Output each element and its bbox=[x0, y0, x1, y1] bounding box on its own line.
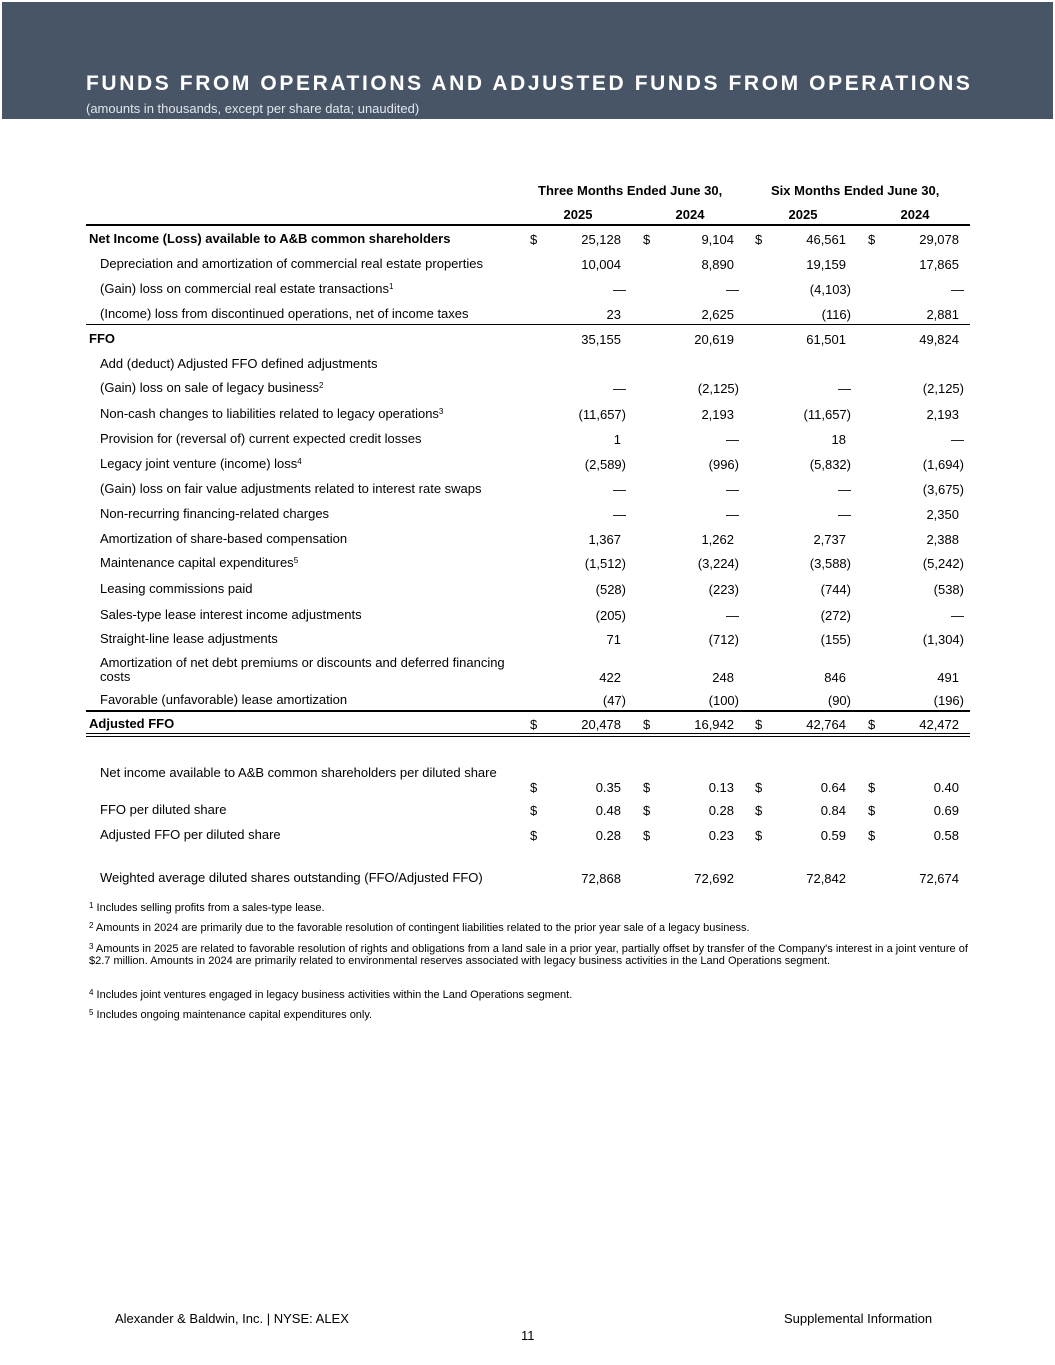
cell-value: 0.69 bbox=[933, 803, 959, 818]
cell-value: 0.48 bbox=[595, 803, 621, 818]
row-label-text: Non-recurring financing-related charges bbox=[100, 506, 330, 521]
row-label-text: FFO bbox=[89, 331, 115, 346]
cell-value: — bbox=[951, 282, 964, 297]
cell-value: — bbox=[726, 608, 739, 623]
cell-value: 0.28 bbox=[595, 828, 621, 843]
cell-value: (11,657) bbox=[578, 407, 626, 422]
cell-value: 71 bbox=[606, 632, 621, 647]
footer-company: Alexander & Baldwin, Inc. | NYSE: ALEX bbox=[115, 1311, 349, 1326]
cell-value: 2,737 bbox=[813, 532, 846, 547]
cell-value: (272) bbox=[820, 608, 851, 623]
year-header: 2025 bbox=[563, 207, 593, 222]
currency-symbol: $ bbox=[868, 232, 876, 247]
cell-value: (712) bbox=[708, 632, 739, 647]
currency-symbol: $ bbox=[755, 828, 763, 843]
row-label-text: Net Income (Loss) available to A&B common shareholders bbox=[89, 231, 451, 246]
row-label bbox=[89, 332, 509, 346]
cell-value: 19,159 bbox=[806, 257, 846, 272]
cell-value: (2,125) bbox=[697, 381, 739, 396]
row-label-text: Add (deduct) Adjusted FFO defined adjustments bbox=[100, 356, 378, 371]
cell-value: 72,842 bbox=[806, 871, 846, 886]
footnote-number: 1 bbox=[89, 901, 94, 910]
cell-value: (3,224) bbox=[697, 556, 739, 571]
row-label bbox=[100, 381, 520, 395]
currency-symbol: $ bbox=[755, 232, 763, 247]
cell-value: (100) bbox=[708, 693, 739, 708]
cell-value: 2,193 bbox=[926, 407, 959, 422]
currency-symbol: $ bbox=[755, 717, 763, 732]
footnote-text: Amounts in 2025 are related to favorable resolution of rights and obligations from a land sale in a prior year, partially offset by transfer of the Company's interest in a joint venture of $2.7 million. Amounts in 2024 are primarily related to environmental reserves associated with legacy business activities in the Land Operations segment. bbox=[89, 943, 968, 967]
row-label-text: Non-cash changes to liabilities related to legacy operations bbox=[100, 406, 439, 421]
cell-value: 0.40 bbox=[933, 780, 959, 795]
row-label-text: Legacy joint venture (income) loss bbox=[100, 456, 298, 471]
footnote bbox=[89, 989, 969, 1001]
cell-value: 1 bbox=[613, 432, 621, 447]
cell-value: 0.84 bbox=[820, 803, 846, 818]
year-header: 2025 bbox=[788, 207, 818, 222]
footnote-text: Includes ongoing maintenance capital expenditures only. bbox=[96, 1009, 373, 1021]
row-label-text: Leasing commissions paid bbox=[100, 581, 253, 596]
cell-value: — bbox=[951, 432, 964, 447]
page-title: FUNDS FROM OPERATIONS AND ADJUSTED FUNDS FROM OPERATIONS bbox=[86, 72, 973, 95]
cell-value: 2,193 bbox=[701, 407, 734, 422]
currency-symbol: $ bbox=[643, 780, 651, 795]
row-label-text: Maintenance capital expenditures bbox=[100, 555, 294, 570]
cell-value: 846 bbox=[824, 670, 846, 685]
period-header-six-months: Six Months Ended June 30, bbox=[771, 183, 940, 198]
cell-value: 72,868 bbox=[581, 871, 621, 886]
row-label bbox=[100, 556, 520, 570]
footnote-text: Includes selling profits from a sales-type lease. bbox=[96, 902, 325, 914]
cell-value: (3,588) bbox=[809, 556, 851, 571]
cell-value: (2,125) bbox=[922, 381, 964, 396]
currency-symbol: $ bbox=[530, 780, 538, 795]
cell-value: (2,589) bbox=[584, 457, 626, 472]
cell-value: 0.64 bbox=[820, 780, 846, 795]
cell-value: 20,478 bbox=[581, 717, 621, 732]
cell-value: — bbox=[726, 507, 739, 522]
cell-value: 46,561 bbox=[806, 232, 846, 247]
row-label-text: Weighted average diluted shares outstanding (FFO/Adjusted FFO) bbox=[100, 870, 483, 885]
cell-value: 2,625 bbox=[701, 307, 734, 322]
row-label bbox=[100, 582, 520, 596]
cell-value: 0.23 bbox=[708, 828, 734, 843]
row-label-text: Amortization of net debt premiums or discounts and deferred financing costs bbox=[100, 655, 505, 684]
cell-value: 72,674 bbox=[919, 871, 959, 886]
cell-value: 0.13 bbox=[708, 780, 734, 795]
cell-value: — bbox=[838, 482, 851, 497]
footnote-ref: 5 bbox=[293, 556, 299, 565]
cell-value: — bbox=[613, 482, 626, 497]
cell-value: 18 bbox=[831, 432, 846, 447]
period-header-three-months: Three Months Ended June 30, bbox=[538, 183, 723, 198]
footer-section: Supplemental Information bbox=[784, 1311, 933, 1326]
year-header: 2024 bbox=[675, 207, 705, 222]
cell-value: 0.28 bbox=[708, 803, 734, 818]
cell-value: 248 bbox=[712, 670, 734, 685]
currency-symbol: $ bbox=[643, 717, 651, 732]
divider-above-ffo bbox=[86, 324, 970, 325]
cell-value: 8,890 bbox=[701, 257, 734, 272]
cell-value: (3,675) bbox=[922, 482, 964, 497]
row-label-text: (Income) loss from discontinued operations, net of income taxes bbox=[100, 306, 469, 321]
cell-value: (528) bbox=[595, 582, 626, 597]
cell-value: 42,472 bbox=[919, 717, 959, 732]
page-header bbox=[2, 2, 1053, 119]
currency-symbol: $ bbox=[643, 232, 651, 247]
currency-symbol: $ bbox=[530, 717, 538, 732]
row-label bbox=[100, 532, 520, 546]
cell-value: — bbox=[613, 381, 626, 396]
cell-value: (4,103) bbox=[809, 282, 851, 297]
cell-value: (538) bbox=[933, 582, 964, 597]
row-label-text: Provision for (reversal of) current expected credit losses bbox=[100, 431, 422, 446]
currency-symbol: $ bbox=[868, 780, 876, 795]
cell-value: (1,304) bbox=[922, 632, 964, 647]
row-label bbox=[89, 717, 509, 731]
currency-symbol: $ bbox=[643, 828, 651, 843]
footnote bbox=[89, 902, 969, 914]
cell-value: 0.59 bbox=[820, 828, 846, 843]
cell-value: 491 bbox=[937, 670, 959, 685]
cell-value: — bbox=[613, 507, 626, 522]
row-label bbox=[100, 457, 520, 471]
divider-above-adjusted-ffo bbox=[86, 710, 970, 712]
currency-symbol: $ bbox=[868, 717, 876, 732]
cell-value: 422 bbox=[599, 670, 621, 685]
cell-value: (744) bbox=[820, 582, 851, 597]
cell-value: (11,657) bbox=[803, 407, 851, 422]
footnote-ref: 3 bbox=[438, 407, 444, 416]
page-number: 11 bbox=[521, 1328, 535, 1343]
row-label bbox=[100, 632, 520, 646]
cell-value: 10,004 bbox=[581, 257, 621, 272]
row-label-text: FFO per diluted share bbox=[100, 802, 227, 817]
currency-symbol: $ bbox=[530, 828, 538, 843]
footnote-ref: 4 bbox=[297, 457, 302, 466]
row-label-text: Depreciation and amortization of commercial real estate properties bbox=[100, 256, 483, 271]
cell-value: (5,832) bbox=[809, 457, 851, 472]
row-label bbox=[100, 257, 520, 271]
cell-value: (223) bbox=[708, 582, 739, 597]
row-label-text: Net income available to A&B common shareholders per diluted share bbox=[100, 765, 497, 780]
cell-value: 1,367 bbox=[588, 532, 621, 547]
row-label-text: Favorable (unfavorable) lease amortization bbox=[100, 692, 348, 707]
cell-value: — bbox=[838, 507, 851, 522]
footnote-number: 2 bbox=[89, 921, 94, 930]
row-label-text: (Gain) loss on commercial real estate transactions bbox=[100, 281, 390, 296]
cell-value: 42,764 bbox=[806, 717, 846, 732]
footnote-number: 5 bbox=[89, 1008, 94, 1017]
cell-value: 29,078 bbox=[919, 232, 959, 247]
cell-value: (1,694) bbox=[922, 457, 964, 472]
footnote-number: 4 bbox=[89, 988, 94, 997]
row-label bbox=[100, 608, 520, 622]
cell-value: 49,824 bbox=[919, 332, 959, 347]
cell-value: 0.58 bbox=[933, 828, 959, 843]
cell-value: — bbox=[613, 282, 626, 297]
cell-value: (90) bbox=[827, 693, 851, 708]
cell-value: (155) bbox=[820, 632, 851, 647]
footnote bbox=[89, 1009, 969, 1021]
currency-symbol: $ bbox=[755, 803, 763, 818]
double-rule-bottom bbox=[86, 736, 970, 737]
row-label-text: Straight-line lease adjustments bbox=[100, 631, 278, 646]
currency-symbol: $ bbox=[643, 803, 651, 818]
header-rule bbox=[86, 224, 970, 226]
footnote bbox=[89, 943, 969, 967]
cell-value: (1,512) bbox=[584, 556, 626, 571]
cell-value: — bbox=[726, 282, 739, 297]
currency-symbol: $ bbox=[755, 780, 763, 795]
row-label bbox=[100, 307, 520, 321]
cell-value: 72,692 bbox=[694, 871, 734, 886]
cell-value: 17,865 bbox=[919, 257, 959, 272]
row-label bbox=[100, 432, 520, 446]
cell-value: — bbox=[838, 381, 851, 396]
cell-value: (5,242) bbox=[922, 556, 964, 571]
cell-value: 16,942 bbox=[694, 717, 734, 732]
cell-value: 2,350 bbox=[926, 507, 959, 522]
cell-value: 20,619 bbox=[694, 332, 734, 347]
year-header: 2024 bbox=[900, 207, 930, 222]
currency-symbol: $ bbox=[530, 803, 538, 818]
cell-value: (116) bbox=[821, 307, 851, 322]
footnote-ref: 1 bbox=[389, 282, 394, 291]
cell-value: — bbox=[726, 432, 739, 447]
page-subtitle: (amounts in thousands, except per share data; unaudited) bbox=[86, 101, 420, 116]
cell-value: 61,501 bbox=[806, 332, 846, 347]
row-label-text: (Gain) loss on sale of legacy business bbox=[100, 380, 319, 395]
row-label bbox=[100, 482, 520, 496]
cell-value: 23 bbox=[606, 307, 621, 322]
row-label bbox=[100, 507, 520, 521]
cell-value: 2,881 bbox=[926, 307, 959, 322]
row-label-text: (Gain) loss on fair value adjustments related to interest rate swaps bbox=[100, 481, 482, 496]
cell-value: (996) bbox=[708, 457, 739, 472]
row-label bbox=[100, 828, 520, 842]
row-label-text: Sales-type lease interest income adjustments bbox=[100, 607, 362, 622]
currency-symbol: $ bbox=[868, 803, 876, 818]
cell-value: — bbox=[726, 482, 739, 497]
cell-value: (196) bbox=[933, 693, 964, 708]
row-label bbox=[100, 803, 520, 817]
row-label bbox=[100, 357, 520, 371]
cell-value: 9,104 bbox=[701, 232, 734, 247]
row-label bbox=[100, 766, 510, 780]
cell-value: (205) bbox=[595, 608, 626, 623]
row-label bbox=[100, 656, 510, 684]
row-label bbox=[100, 871, 520, 885]
row-label bbox=[100, 693, 520, 707]
footnote-ref: 2 bbox=[318, 381, 324, 390]
cell-value: 35,155 bbox=[581, 332, 621, 347]
footnote-number: 3 bbox=[89, 942, 94, 951]
cell-value: 2,388 bbox=[926, 532, 959, 547]
cell-value: 0.35 bbox=[595, 780, 621, 795]
footnote-text: Amounts in 2024 are primarily due to the favorable resolution of contingent liabilities related to the prior year sale of a legacy business. bbox=[95, 922, 750, 934]
row-label-text: Adjusted FFO bbox=[89, 716, 175, 731]
cell-value: — bbox=[951, 608, 964, 623]
cell-value: 1,262 bbox=[701, 532, 734, 547]
currency-symbol: $ bbox=[868, 828, 876, 843]
row-label bbox=[89, 232, 509, 246]
footnote bbox=[89, 922, 969, 934]
row-label bbox=[100, 407, 520, 421]
currency-symbol: $ bbox=[530, 232, 538, 247]
cell-value: 25,128 bbox=[581, 232, 621, 247]
cell-value: (47) bbox=[602, 693, 626, 708]
row-label-text: Adjusted FFO per diluted share bbox=[100, 827, 281, 842]
double-rule-top bbox=[86, 733, 970, 734]
row-label bbox=[100, 282, 520, 296]
row-label-text: Amortization of share-based compensation bbox=[100, 531, 348, 546]
footnote-text: Includes joint ventures engaged in legacy business activities within the Land Operations segment. bbox=[96, 989, 573, 1001]
